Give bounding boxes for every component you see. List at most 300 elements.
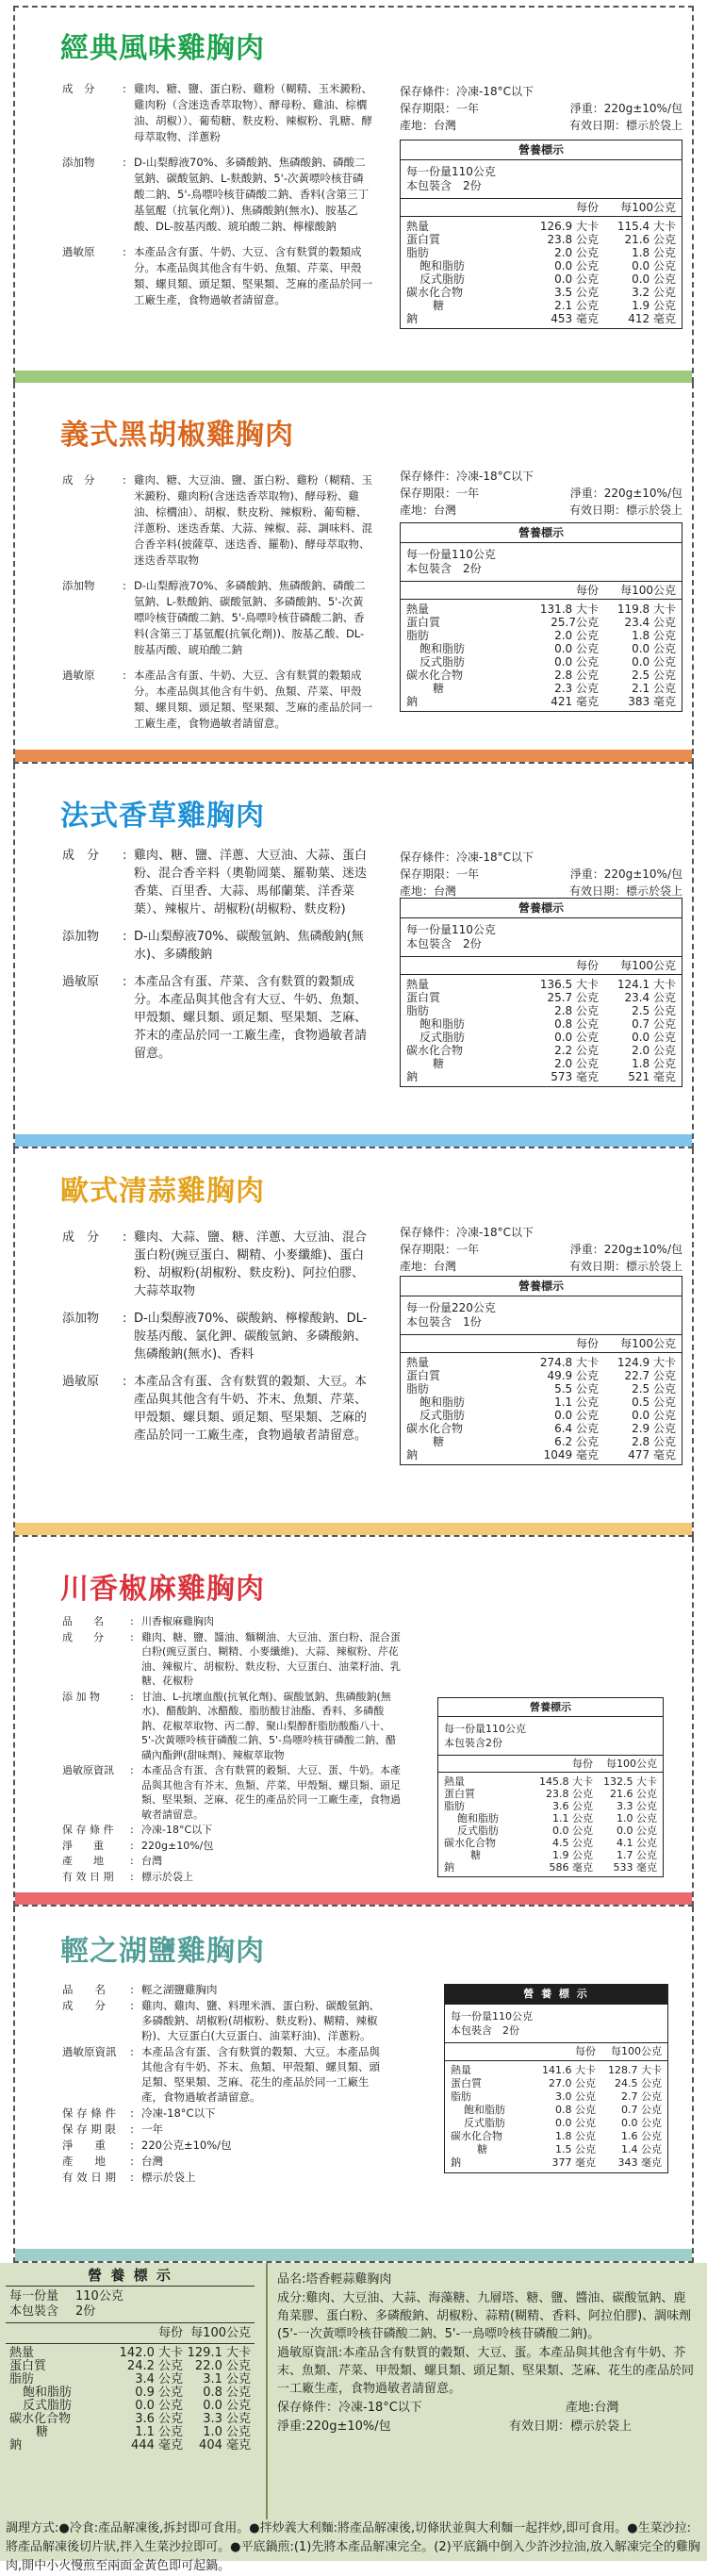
origin: 產地：台灣 (400, 504, 457, 517)
nutrition-rows (445, 2061, 667, 2172)
per-serving-value: 1.1 公克 (552, 1812, 593, 1825)
nutrition-header: 營養標示 (401, 899, 682, 918)
nutrition-row (406, 1435, 676, 1448)
additives-text: D-山梨醇液70%、多磷酸鈉、焦磷酸鈉、磷酸二氫鈉、L-麩酸鈉、碳酸氫鈉、多磷酸鈉、5'-次黃嘌呤核苷磷酸二鈉、5'-鳥嘌呤核苷磷酸二鈉、香料(含第三丁基氫醌(抗氧化劑))、胺基乙酸、DL-胺基丙酸、琥珀酸二鈉 (134, 579, 366, 656)
net-weight: 淨重：220g±10%/包 (569, 102, 682, 115)
nutrition-row (406, 642, 676, 655)
product-card-classic (13, 6, 694, 383)
nutrition-header: 營 養 標 示 (445, 1985, 667, 2005)
nutrition-row (406, 312, 676, 325)
per-100g-value: 2.9 公克 (632, 1422, 676, 1435)
nutrition-row (406, 629, 676, 642)
per-serving-value: 1.5 公克 (555, 2143, 596, 2155)
info-text: 冷凍-18°C以下 (141, 2106, 216, 2120)
product-name: 品名:塔香輕蒜雞胸肉 (277, 2272, 392, 2287)
nutrition-row (406, 978, 676, 991)
per-serving-value: 25.7 公克 (547, 991, 599, 1004)
per-100g-value: 132.5 大卡 (603, 1775, 657, 1788)
per-100g-value: 115.4 大卡 (617, 220, 676, 233)
nutrition-column-headers: 每份 每100公克 (401, 199, 682, 217)
nutrient-name: 蛋白質 (451, 2077, 482, 2089)
color-band (15, 1892, 692, 1905)
ingredients-text: 雞肉、大蒜、鹽、糖、洋蔥、大豆油、混合蛋白粉(豌豆蛋白、糊精、小麥纖維)、蛋白粉、胡椒粉(胡椒粉、麩皮粉)、阿拉伯膠、大蒜萃取物 (134, 1230, 368, 1298)
per-100g-value: 404 毫克 (199, 2438, 251, 2452)
per-serving-value: 141.6 大卡 (542, 2064, 596, 2076)
nutrient-name: 糖 (433, 299, 445, 312)
per-100g-value: 0.0 公克 (632, 259, 676, 272)
nutrient-name: 反式脂肪 (457, 1825, 499, 1837)
info-text: 川香椒麻雞胸肉 (141, 1615, 214, 1627)
nutrition-row (406, 246, 676, 259)
serving-info: 每一份量110公克 本包裝含 2份 (401, 160, 682, 199)
nutrient-name: 脂肪 (406, 246, 430, 259)
per-serving-value: 1.8 公克 (555, 2130, 596, 2142)
nutrition-row (406, 286, 676, 299)
per-100g-value: 2.5 公克 (632, 1382, 676, 1395)
per-100g-value: 1.6 公克 (621, 2130, 662, 2142)
nutrition-row (9, 2439, 251, 2452)
storage-info (400, 849, 682, 900)
per-serving-value: 126.9 大卡 (539, 220, 599, 233)
nutrition-row (444, 1800, 657, 1812)
expiry: 有效日期：標示於袋上 (568, 1260, 682, 1273)
ingredients-label: 成 分 (62, 82, 95, 95)
info-row: 淨 重 : 220公克±10%/包 (62, 2138, 383, 2153)
nutrient-name: 碳水化合物 (406, 1044, 464, 1057)
per-serving-value: 377 毫克 (551, 2156, 596, 2169)
nutrition-row (9, 2373, 251, 2386)
per-serving-value: 0.8 公克 (555, 2104, 596, 2116)
per-100g-value: 124.9 大卡 (617, 1356, 676, 1369)
nutrition-row (406, 669, 676, 682)
per-serving-value: 3.6 公克 (552, 1800, 593, 1812)
nutrient-name: 蛋白質 (444, 1788, 475, 1800)
storage-info (400, 468, 682, 519)
product-card-herb (13, 764, 694, 1148)
nutrition-row (406, 1409, 676, 1422)
nutrition-column-headers: 每份 每100公克 (445, 2043, 667, 2061)
origin: 產地：台灣 (400, 119, 457, 132)
info-text: 220g±10%/包 (141, 1839, 214, 1852)
nutrition-rows (401, 975, 682, 1086)
nutrition-row (451, 2156, 662, 2170)
per-serving-value: 0.8 公克 (554, 1017, 599, 1031)
per-serving-value: 5.5 公克 (554, 1382, 599, 1395)
color-band (15, 750, 692, 762)
product-details: 成 分 : 雞肉、糖、鹽、蛋白粉、雞粉（糊精、玉米澱粉、雞肉粉（含迷迭香萃取物）、酵母粉、雞油、棕櫚油、胡椒））、葡萄糖、麩皮粉、辣椒粉、乳糖、酵母萃取物、洋蔥粉 添加物 : D-山梨醇液70%、多磷酸鈉、焦磷酸鈉、磷酸二氫鈉、碳酸氫鈉、L-麩酸鈉、5'-次黃嘌呤核苷磷酸二鈉、5'-鳥嘌呤核苷磷酸二鈉、香料(含第三丁基氫醌（抗氧化劑）)、焦磷酸鈉(無水)、胺基乙酸、DL-胺基丙酸、琥珀酸二鈉、檸檬酸鈉 過敏原 : 本產品含有蛋、牛奶、大豆、含有麩質的穀類成分。本產品與其他含有牛奶、魚類、芹菜、甲殼類、螺貝類、頭足類、堅果類、芝麻的產品於同一工廠生產，食物過敏者請留意。 (62, 82, 372, 306)
nutrition-row (444, 1788, 657, 1800)
info-text: 標示於袋上 (141, 2171, 196, 2184)
per-100g-value: 0.0 公克 (632, 655, 676, 669)
nutrition-row (444, 1849, 657, 1861)
nutrition-rows (401, 1353, 682, 1464)
nutrient-name: 糖 (433, 682, 445, 695)
info-text: 一年 (141, 2122, 163, 2136)
per-100g-value: 383 毫克 (628, 695, 676, 708)
per-100g-value: 3.3 公克 (203, 2412, 251, 2426)
nutrition-table (400, 522, 682, 712)
per-serving-value: 1.9 公克 (552, 1849, 593, 1861)
product-card-blackpepper (13, 383, 694, 764)
per-100g-value: 2.7 公克 (621, 2090, 662, 2103)
product-details: 成 分 : 雞肉、糖、大豆油、鹽、蛋白粉、雞粉（糊精、玉米澱粉、雞肉粉(含迷迭香萃取物)、酵母粉、雞油、棕櫚油）、胡椒、麩皮粉、辣椒粉、葡萄糖、洋蔥粉、迷迭香葉、大蒜、辣椒、蒜、調味料、混合香辛料(披薩草、迷迭香、羅勒)、酵母萃取物、迷迭香萃取物 添加物 : D-山梨醇液70%、多磷酸鈉、焦磷酸鈉、磷酸二氫鈉、L-麩酸鈉、碳酸氫鈉、多磷酸鈉、5'-次黃嘌呤核苷磷酸二鈉、5'-鳥嘌呤核苷磷酸二鈉、香料(含第三丁基氫醌(抗氧化劑))、胺基乙酸、DL-胺基丙酸、琥珀酸二鈉 過敏原 : 本產品含有蛋、牛奶、大豆、含有麩質的穀類成分。本產品與其他含有牛奶、魚類、芹菜、甲殼類、螺貝類、頭足類、堅果類、芝麻的產品於同一工廠生產，食物過敏者請留意。 (62, 473, 372, 730)
info-text: 冷凍-18°C以下 (141, 1824, 213, 1836)
info-row: 過敏原資訊 : 本產品含有蛋、含有麩質的穀類、大豆、蛋、牛奶。本產品與其他含有芥末、魚類、芹菜、甲殼類、螺貝類、頭足類、堅果類、芝麻、花生的產品於同一工廠生產，食物過敏者請留意。 (62, 1764, 401, 1821)
shelf-life: 保存期限：一年 (400, 867, 480, 881)
info-label: 過敏原資訊 (62, 2045, 117, 2058)
info-label: 過敏原資訊 (62, 1764, 114, 1776)
per-100g-value: 23.4 公克 (624, 991, 676, 1004)
nutrition-table (400, 898, 682, 1087)
info-row: 品 名 : 輕之湖鹽雞胸肉 (62, 1982, 383, 1997)
nutrient-name: 反式脂肪 (464, 2117, 505, 2129)
expiry: 有效日期：標示於袋上 (568, 504, 682, 517)
nutrition-table (400, 140, 682, 329)
nutrient-name: 糖 (433, 1435, 445, 1448)
info-label: 保 存 條 件 (62, 2106, 116, 2120)
per-100g-value: 0.8 公克 (203, 2386, 251, 2400)
info-label: 有 效 日 期 (62, 2171, 116, 2184)
nutrition-row (406, 1017, 676, 1031)
per-100g-value: 0.0 公克 (632, 1409, 676, 1422)
net-weight: 淨重：220g±10%/包 (569, 1243, 682, 1256)
info-row: 成 分 : 雞肉、糖、鹽、醬油、麵糊油、大豆油、蛋白粉、混合蛋白粉(豌豆蛋白、糊精、小麥纖維)、大蒜、辣椒粉、芹花油、辣椒片、胡椒粉、麩皮粉、大豆蛋白、油菜籽油、乳糖、花椒粉 (62, 1630, 401, 1687)
nutrition-row (406, 1044, 676, 1057)
per-serving-value: 2.0 公克 (554, 1057, 599, 1070)
info-label: 品 名 (62, 1615, 104, 1627)
nutrition-row (406, 233, 676, 246)
nutrient-name: 脂肪 (444, 1800, 465, 1812)
info-label: 有 效 日 期 (62, 1870, 114, 1883)
serving-info: 每一份量 110公克 本包裝含 2份 (6, 2287, 255, 2323)
info-row: 保 存 條 件 : 冷凍-18°C以下 (62, 2105, 383, 2121)
nutrient-name: 熱量 (406, 978, 430, 991)
nutrient-name: 反式脂肪 (419, 1031, 466, 1044)
taxiang-info (277, 2271, 698, 2436)
nutrition-row (9, 2426, 251, 2439)
per-serving-value: 2.0 公克 (554, 246, 599, 259)
info-row: 過敏原資訊 : 本產品含有蛋、含有麩質的穀類、大豆。本產品與其他含有牛奶、芥末、魚類、甲殼類、螺貝類、頭足類、堅果類、芝麻、花生的產品於同一工廠生產，食物過敏者請留意。 (62, 2044, 383, 2105)
storage-condition: 保存條件：冷凍-18°C以下 (400, 850, 534, 864)
per-100g-value: 2.8 公克 (632, 1435, 676, 1448)
nutrition-row (444, 1861, 657, 1874)
additives-label: 添加物 (62, 579, 95, 592)
per-100g-value: 3.2 公克 (632, 286, 676, 299)
serving-info: 每一份量220公克 本包裝含 1份 (401, 1296, 682, 1335)
expiry: 有效日期：標示於袋上 (568, 884, 682, 898)
per-serving-value: 586 毫克 (549, 1861, 593, 1874)
allergen-text: 本產品含有蛋、含有麩質的穀類、大豆。本產品與其他含有牛奶、芥末、魚類、芹菜、甲殼類、螺貝類、頭足類、堅果類、芝麻的產品於同一工廠生產，食物過敏者請留意。 (134, 1375, 368, 1443)
info-text: 台灣 (141, 1855, 162, 1867)
nutrient-name: 反式脂肪 (419, 655, 466, 669)
nutrition-rows (401, 600, 682, 711)
color-band (15, 1134, 692, 1147)
per-serving-value: 2.1 公克 (554, 299, 599, 312)
nutrient-name: 糖 (477, 2143, 487, 2155)
allergen-label: 過敏原 (62, 245, 95, 258)
nutrient-name: 飽和脂肪 (419, 1017, 466, 1031)
info-text: 本產品含有蛋、含有麩質的穀類、大豆、蛋、牛奶。本產品與其他含有芥末、魚類、芹菜、甲殼類、螺貝類、頭足類、堅果類、芝麻、花生的產品於同一工廠生產，食物過敏者請留意。 (141, 1764, 401, 1821)
nutrient-name: 脂肪 (406, 1004, 430, 1017)
product-details (62, 1614, 402, 1885)
ingredients-text: 雞肉、糖、鹽、洋蔥、大豆油、大蒜、蛋白粉、混合香辛料（奧勒岡葉、羅勒葉、迷迭香葉、百里香、大蒜、馬郁蘭葉、洋香菜葉）、辣椒片、胡椒粉(胡椒粉、麩皮粉) (134, 849, 368, 916)
per-100g-value: 1.7 公克 (617, 1849, 657, 1861)
nutrition-header: 營養標示 (401, 523, 682, 543)
nutrition-row (444, 1775, 657, 1788)
per-serving-value: 23.8 公克 (547, 233, 599, 246)
nutrition-table (444, 1984, 668, 2173)
net-weight: 淨重：220g±10%/包 (569, 867, 682, 881)
per-serving-value: 453 毫克 (551, 312, 599, 325)
allergen-label: 過敏原 (62, 975, 100, 989)
per-serving-value: 0.0 公克 (554, 642, 599, 655)
per-100g-value: 533 毫克 (613, 1861, 657, 1874)
nutrient-name: 熱量 (406, 220, 430, 233)
additives-text: D-山梨醇液70%、碳酸氫鈉、焦磷酸鈉(無水)、多磷酸鈉 (134, 930, 364, 962)
nutrition-row (406, 1057, 676, 1070)
nutrient-name: 糖 (433, 1057, 445, 1070)
per-100g-value: 2.0 公克 (632, 1044, 676, 1057)
nutrient-name: 反式脂肪 (419, 1409, 466, 1422)
nutrient-name: 鈉 (444, 1861, 454, 1874)
ingredients-label: 成 分 (62, 1230, 100, 1245)
nutrition-row (444, 1837, 657, 1849)
nutrition-row (9, 2360, 251, 2373)
color-band (15, 2249, 692, 2261)
nutrition-row (406, 616, 676, 629)
nutrient-name: 飽和脂肪 (23, 2386, 73, 2400)
nutrient-name: 碳水化合物 (451, 2130, 502, 2142)
origin: 產地：台灣 (400, 1260, 457, 1273)
info-text: 雞肉、糖、鹽、醬油、麵糊油、大豆油、蛋白粉、混合蛋白粉(豌豆蛋白、糊精、小麥纖維)、大蒜、辣椒粉、芹花油、辣椒片、胡椒粉、麩皮粉、大豆蛋白、油菜籽油、乳糖、花椒粉 (141, 1630, 401, 1687)
per-serving-value: 6.2 公克 (554, 1435, 599, 1448)
allergen-text: 本產品含有蛋、牛奶、大豆、含有麩質的穀類成分。本產品與其他含有牛奶、魚類、芹菜、甲殼類、螺貝類、頭足類、堅果類、芝麻的產品於同一工廠生產，食物過敏者請留意。 (134, 245, 372, 306)
product-details (62, 1982, 383, 2186)
nutrition-row (451, 2130, 662, 2143)
info-text: 甘油、L-抗壞血酸(抗氧化劑)、碳酸氫鈉、焦磷酸鈉(無水)、醋酸鈉、冰醋酸、脂肪酸甘油酯、香料、多磷酸鈉、花椒萃取物、丙二醇、聚山梨醇酐脂肪酸酯八十、5'-次黃嘌呤核苷磷酸二鈉、5'-鳥嘌呤核苷磷酸二鈉、醋磺內酯鉀(甜味劑)、辣椒萃取物 (141, 1690, 396, 1761)
additives-text: D-山梨醇液70%、多磷酸鈉、焦磷酸鈉、磷酸二氫鈉、碳酸氫鈉、L-麩酸鈉、5'-次黃嘌呤核苷磷酸二鈉、5'-鳥嘌呤核苷磷酸二鈉、香料(含第三丁基氫醌（抗氧化劑）)、焦磷酸鈉(無水)、胺基乙酸、DL-胺基丙酸、琥珀酸二鈉、檸檬酸鈉 (134, 156, 370, 233)
nutrient-name: 蛋白質 (406, 1369, 441, 1382)
per-serving-value: 2.8 公克 (554, 669, 599, 682)
taxiang-nutrition-table (6, 2269, 255, 2455)
per-100g-value: 1.0 公克 (617, 1812, 657, 1825)
origin: 產地:台灣 (566, 2401, 619, 2415)
per-100g-value: 21.6 公克 (624, 233, 676, 246)
product-card-lakesalt (13, 1907, 694, 2263)
nutrition-column-headers: 每份 每100公克 (6, 2323, 255, 2344)
nutrition-column-headers: 每份 每100公克 (438, 1756, 663, 1773)
nutrient-name: 飽和脂肪 (419, 1395, 466, 1409)
per-serving-value: 23.8 公克 (546, 1788, 593, 1800)
per-100g-value: 0.0 公克 (632, 1031, 676, 1044)
per-100g-value: 1.0 公克 (203, 2425, 251, 2439)
nutrition-row (451, 2104, 662, 2117)
nutrition-row (9, 2400, 251, 2413)
color-band (15, 371, 692, 383)
nutrition-row (451, 2077, 662, 2090)
nutrition-column-headers: 每份 每100公克 (401, 957, 682, 975)
per-100g-value: 22.0 公克 (194, 2359, 251, 2373)
per-serving-value: 24.2 公克 (126, 2359, 183, 2373)
per-serving-value: 25.7公克 (551, 616, 599, 629)
per-serving-value: 3.0 公克 (555, 2090, 596, 2103)
nutrition-row (406, 1448, 676, 1461)
nutrient-name: 飽和脂肪 (464, 2104, 505, 2116)
per-serving-value: 2.0 公克 (554, 629, 599, 642)
nutrition-header: 營養標示 (401, 1277, 682, 1296)
nutrient-name: 蛋白質 (406, 991, 441, 1004)
additives-label: 添加物 (62, 1312, 100, 1326)
per-serving-value: 4.5 公克 (552, 1837, 593, 1849)
cooking-instructions: 調理方式:●冷食:產品解凍後,拆封即可食用。●拌炒義大利麵:將產品解凍後,切條狀並與大利麵一起拌炒,即可食用。●生菜沙拉:將產品解凍後切片狀,拌入生菜沙拉即可。●平底鍋煎:(1)先將本產品解凍完全。(2)平底鍋中倒入少許沙拉油,放入解凍完全的雞胸肉,開中小火慢煎至兩面金黃色即可起鍋。 (6, 2521, 700, 2573)
ingredients-text: 雞肉、糖、大豆油、鹽、蛋白粉、雞粉（糊精、玉米澱粉、雞肉粉(含迷迭香萃取物)、酵母粉、雞油、棕櫚油）、胡椒、麩皮粉、辣椒粉、葡萄糖、洋蔥粉、迷迭香葉、大蒜、辣椒、蒜、調味料、混合香辛料(披薩草、迷迭香、羅勒)、酵母萃取物、迷迭香萃取物 (134, 473, 372, 567)
nutrient-name: 碳水化合物 (9, 2412, 72, 2426)
per-serving-value: 136.5 大卡 (539, 978, 599, 991)
nutrition-row (9, 2347, 251, 2360)
nutrient-name: 蛋白質 (9, 2359, 47, 2373)
info-row: 有 效 日 期 : 標示於袋上 (62, 1870, 402, 1885)
info-label: 添 加 物 (62, 1690, 100, 1703)
nutrient-name: 蛋白質 (406, 233, 441, 246)
per-100g-value: 0.0 公克 (621, 2117, 662, 2129)
nutrition-row (406, 272, 676, 286)
info-row: 產 地 : 台灣 (62, 1854, 402, 1869)
nutrient-name: 脂肪 (406, 1382, 430, 1395)
nutrient-name: 飽和脂肪 (419, 642, 466, 655)
per-100g-value: 0.7 公克 (621, 2104, 662, 2116)
per-100g-value: 128.7 大卡 (608, 2064, 662, 2076)
nutrient-name: 反式脂肪 (23, 2399, 73, 2413)
per-serving-value: 145.8 大卡 (539, 1775, 593, 1788)
nutrition-row (9, 2386, 251, 2400)
per-100g-value: 1.4 公克 (621, 2143, 662, 2155)
per-serving-value: 0.0 公克 (554, 655, 599, 669)
product-card-sichuan (13, 1537, 694, 1907)
info-row: 添 加 物 : 甘油、L-抗壞血酸(抗氧化劑)、碳酸氫鈉、焦磷酸鈉(無水)、醋酸鈉、冰醋酸、脂肪酸甘油酯、香料、多磷酸鈉、花椒萃取物、丙二醇、聚山梨醇酐脂肪酸酯八十、5'-次黃嘌呤核苷磷酸二鈉、5'-鳥嘌呤核苷磷酸二鈉、醋磺內酯鉀(甜味劑)、辣椒萃取物 (62, 1690, 402, 1763)
shelf-life: 保存期限：一年 (400, 102, 480, 115)
info-label: 保 存 條 件 (62, 1824, 114, 1836)
info-text: 標示於袋上 (141, 1870, 193, 1883)
nutrient-name: 脂肪 (451, 2090, 471, 2103)
nutrition-row (406, 1422, 676, 1435)
per-serving-value: 1049 毫克 (543, 1448, 599, 1461)
per-serving-value: 0.0 公克 (135, 2399, 183, 2413)
additives-label: 添加物 (62, 930, 100, 944)
storage-condition: 保存條件：冷凍-18°C以下 (277, 2401, 422, 2415)
product-card-garlic (13, 1148, 694, 1537)
per-100g-value: 21.6 公克 (610, 1788, 657, 1800)
per-serving-value: 2.8 公克 (554, 1004, 599, 1017)
color-band (15, 1523, 692, 1535)
ingredients-label: 成 分 (62, 849, 100, 863)
allergen-text: 本產品含有蛋、牛奶、大豆、含有麩質的穀類成分。本產品與其他含有牛奶、魚類、芹菜、甲殼類、螺貝類、頭足類、堅果類、芝麻的產品於同一工廠生產，食物過敏者請留意。 (134, 669, 372, 730)
nutrient-name: 脂肪 (9, 2372, 35, 2386)
divider (266, 2263, 268, 2519)
per-100g-value: 3.1 公克 (203, 2372, 251, 2386)
per-100g-value: 412 毫克 (628, 312, 676, 325)
storage-condition: 保存條件：冷凍-18°C以下 (400, 85, 534, 98)
info-row: 成 分 : 雞肉、雞肉、鹽、料理米酒、蛋白粉、碳酸氫鈉、多磷酸鈉、胡椒粉(胡椒粉、麩皮粉)、糊精、辣椒粉)、大豆蛋白(大豆蛋白、油菜籽油)、洋蔥粉。 (62, 1998, 383, 2043)
nutrition-row (406, 695, 676, 708)
nutrient-name: 鈉 (406, 312, 419, 325)
per-serving-value: 2.3 公克 (554, 682, 599, 695)
per-100g-value: 24.5 公克 (615, 2077, 662, 2089)
additives-text: D-山梨醇液70%、碳酸鈉、檸檬酸鈉、DL-胺基丙酸、氯化鉀、碳酸氫鈉、多磷酸鈉、焦磷酸鈉(無水)、香料 (134, 1312, 368, 1362)
nutrition-row (444, 1825, 657, 1837)
per-serving-value: 3.4 公克 (135, 2372, 183, 2386)
product-title: 法式香草雞胸肉 (60, 800, 265, 833)
per-serving-value: 0.0 公克 (554, 272, 599, 286)
nutrient-name: 飽和脂肪 (457, 1812, 499, 1825)
info-text: 雞肉、雞肉、鹽、料理米酒、蛋白粉、碳酸氫鈉、多磷酸鈉、胡椒粉(胡椒粉、麩皮粉)、糊精、辣椒粉)、大豆蛋白(大豆蛋白、油菜籽油)、洋蔥粉。 (141, 1999, 380, 2042)
per-100g-value: 0.5 公克 (632, 1395, 676, 1409)
nutrition-row (406, 1070, 676, 1083)
per-100g-value: 2.1 公克 (632, 682, 676, 695)
expiry: 有效日期：標示於袋上 (509, 2419, 633, 2434)
per-100g-value: 0.0 公克 (632, 642, 676, 655)
per-serving-value: 6.4 公克 (554, 1422, 599, 1435)
per-serving-value: 573 毫克 (551, 1070, 599, 1083)
allergen-label: 過敏原 (62, 669, 95, 682)
product-title: 歐式清蒜雞胸肉 (60, 1175, 265, 1208)
product-title: 輕之湖鹽雞胸肉 (60, 1935, 265, 1968)
nutrition-row (451, 2143, 662, 2156)
storage-condition: 保存條件：冷凍-18°C以下 (400, 1226, 534, 1239)
per-serving-value: 421 毫克 (551, 695, 599, 708)
nutrition-header: 營 養 標 示 (6, 2269, 255, 2287)
per-100g-value: 1.9 公克 (632, 299, 676, 312)
shelf-life: 保存期限：一年 (400, 487, 480, 500)
per-serving-value: 0.0 公克 (554, 259, 599, 272)
nutrient-name: 脂肪 (406, 629, 430, 642)
nutrient-name: 反式脂肪 (419, 272, 466, 286)
nutrient-name: 碳水化合物 (444, 1837, 496, 1849)
product-details: 成 分 : 雞肉、糖、鹽、洋蔥、大豆油、大蒜、蛋白粉、混合香辛料（奧勒岡葉、羅勒葉、迷迭香葉、百里香、大蒜、馬郁蘭葉、洋香菜葉）、辣椒片、胡椒粉(胡椒粉、麩皮粉) 添加物 : D-山梨醇液70%、碳酸氫鈉、焦磷酸鈉(無水)、多磷酸鈉 過敏原 : 本產品含有蛋、芹菜、含有麩質的穀類成分。本產品與其他含有大豆、牛奶、魚類、甲殼類、螺貝類、頭足類、堅果類、芝麻、芥末的產品於同一工廠生產，食物過敏者請留意。 (62, 847, 373, 1072)
product-details: 成 分 : 雞肉、大蒜、鹽、糖、洋蔥、大豆油、混合蛋白粉(豌豆蛋白、糊精、小麥纖維)、蛋白粉、胡椒粉(胡椒粉、麩皮粉)、阿拉伯膠、大蒜萃取物 添加物 : D-山梨醇液70%、碳酸鈉、檸檬酸鈉、DL-胺基丙酸、氯化鉀、碳酸氫鈉、多磷酸鈉、焦磷酸鈉(無水)、香料 過敏原 : 本產品含有蛋、含有麩質的穀類、大豆。本產品與其他含有牛奶、芥末、魚類、芹菜、甲殼類、螺貝類、頭足類、堅果類、芝麻的產品於同一工廠生產，食物過敏者請留意。 (62, 1229, 373, 1454)
nutrient-name: 熱量 (406, 603, 430, 616)
per-serving-value: 131.8 大卡 (539, 603, 599, 616)
nutrient-name: 碳水化合物 (406, 1422, 464, 1435)
nutrition-row (406, 682, 676, 695)
storage-info (400, 83, 682, 134)
per-100g-value: 521 毫克 (628, 1070, 676, 1083)
nutrient-name: 鈉 (406, 695, 419, 708)
per-serving-value: 2.2 公克 (554, 1044, 599, 1057)
per-100g-value: 1.8 公克 (632, 1057, 676, 1070)
info-label: 淨 重 (62, 2138, 106, 2152)
per-100g-value: 3.3 公克 (617, 1800, 657, 1812)
nutrition-header: 營養標示 (438, 1698, 663, 1717)
nutrient-name: 鈉 (9, 2438, 23, 2452)
nutrition-row (451, 2090, 662, 2104)
nutrition-column-headers: 每份 每100公克 (401, 582, 682, 600)
product-title: 經典風味雞胸肉 (60, 32, 265, 65)
ingredients-text: 雞肉、糖、鹽、蛋白粉、雞粉（糊精、玉米澱粉、雞肉粉（含迷迭香萃取物）、酵母粉、雞油、棕櫚油、胡椒））、葡萄糖、麩皮粉、辣椒粉、乳糖、酵母萃取物、洋蔥粉 (134, 82, 372, 143)
nutrition-row (406, 1369, 676, 1382)
nutrient-name: 糖 (36, 2425, 49, 2439)
nutrition-row (406, 603, 676, 616)
serving-info: 每一份量110公克 本包裝含 2份 (445, 2005, 667, 2043)
nutrition-row (406, 1031, 676, 1044)
nutrient-name: 鈉 (406, 1070, 419, 1083)
product-title: 川香椒麻雞胸肉 (60, 1573, 265, 1606)
nutrient-name: 熱量 (406, 1356, 430, 1369)
nutrition-row (406, 655, 676, 669)
nutrient-name: 碳水化合物 (406, 286, 464, 299)
storage-condition: 保存條件：冷凍-18°C以下 (400, 470, 534, 483)
info-row: 保 存 條 件 : 冷凍-18°C以下 (62, 1823, 402, 1838)
per-serving-value: 0.0 公克 (552, 1825, 593, 1837)
